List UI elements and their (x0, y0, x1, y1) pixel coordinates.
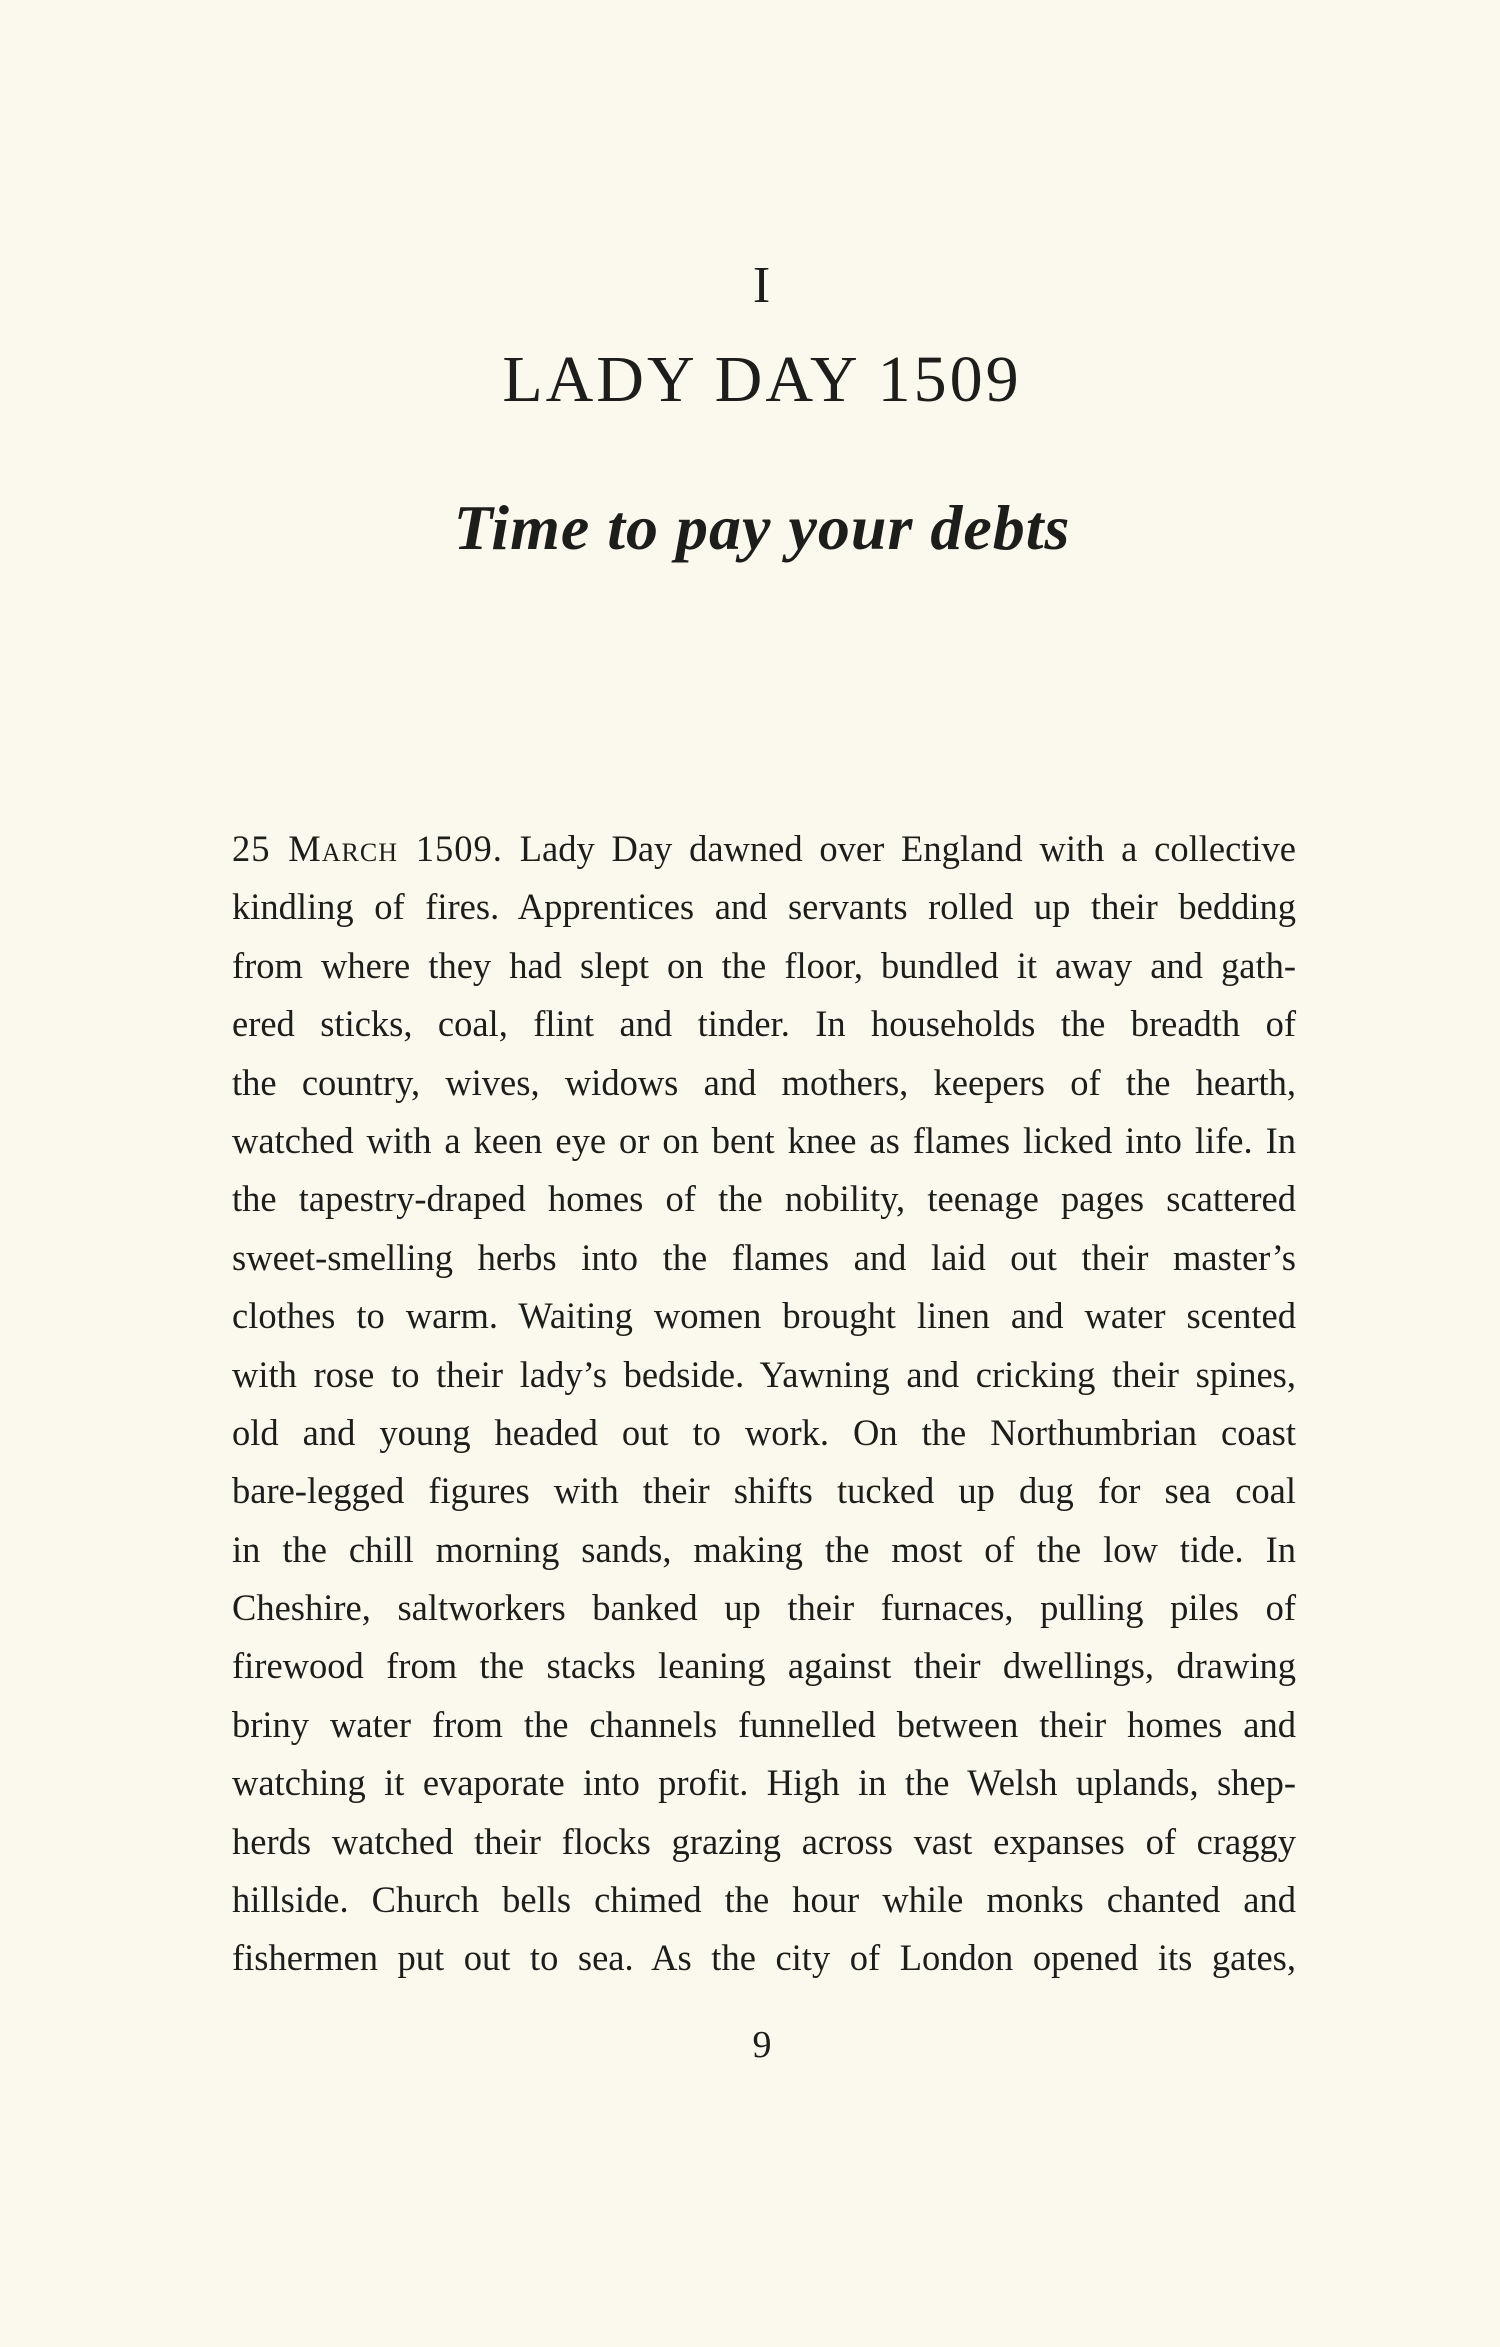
body-line: kindling of fires. Apprentices and servants rolled up their bedding (232, 886, 1296, 928)
date-lead: 25 March 1509. (232, 828, 503, 869)
body-line: clothes to warm. Waiting women brought linen and water scented (232, 1295, 1296, 1337)
chapter-subtitle: Time to pay your debts (453, 492, 1071, 563)
body-line (232, 820, 1296, 878)
body-text (232, 820, 1296, 1988)
body-line: the tapestry-draped homes of the nobility, teenage pages scattered (232, 1178, 1296, 1220)
body-line: from where they had slept on the floor, bundled it away and gath- (232, 944, 1296, 986)
body-line: the country, wives, widows and mothers, keepers of the hearth, (232, 1061, 1296, 1103)
body-line: fishermen put out to sea. As the city of London opened its gates, (232, 1937, 1296, 1979)
body-line: sweet-smelling herbs into the flames and laid out their master’s (232, 1236, 1296, 1278)
body-line: hillside. Church bells chimed the hour while monks chanted and (232, 1879, 1296, 1921)
body-line: Cheshire, saltworkers banked up their furnaces, pulling piles of (232, 1587, 1296, 1629)
chapter-number: I (752, 257, 772, 314)
body-line: firewood from the stacks leaning against their dwellings, drawing (232, 1645, 1296, 1687)
chapter-title: LADY DAY 1509 (502, 343, 1022, 416)
body-line: briny water from the channels funnelled between their homes and (232, 1703, 1296, 1745)
body-line: watching it evaporate into profit. High in the Welsh uplands, shep- (232, 1762, 1296, 1804)
body-line: in the chill morning sands, making the most of the low tide. In (232, 1528, 1296, 1570)
body-line: watched with a keen eye or on bent knee as flames licked into life. In (232, 1119, 1296, 1161)
body-line: old and young headed out to work. On the Northumbrian coast (232, 1411, 1296, 1453)
body-line: with rose to their lady’s bedside. Yawning and cricking their spines, (232, 1353, 1296, 1395)
body-line-text: Lady Day dawned over England with a collective (502, 828, 1296, 869)
page-number: 9 (752, 2024, 772, 2066)
body-line: ered sticks, coal, flint and tinder. In households the breadth of (232, 1003, 1296, 1045)
body-line: herds watched their flocks grazing across vast expanses of craggy (232, 1820, 1296, 1862)
body-line: bare-legged figures with their shifts tucked up dug for sea coal (232, 1470, 1296, 1512)
